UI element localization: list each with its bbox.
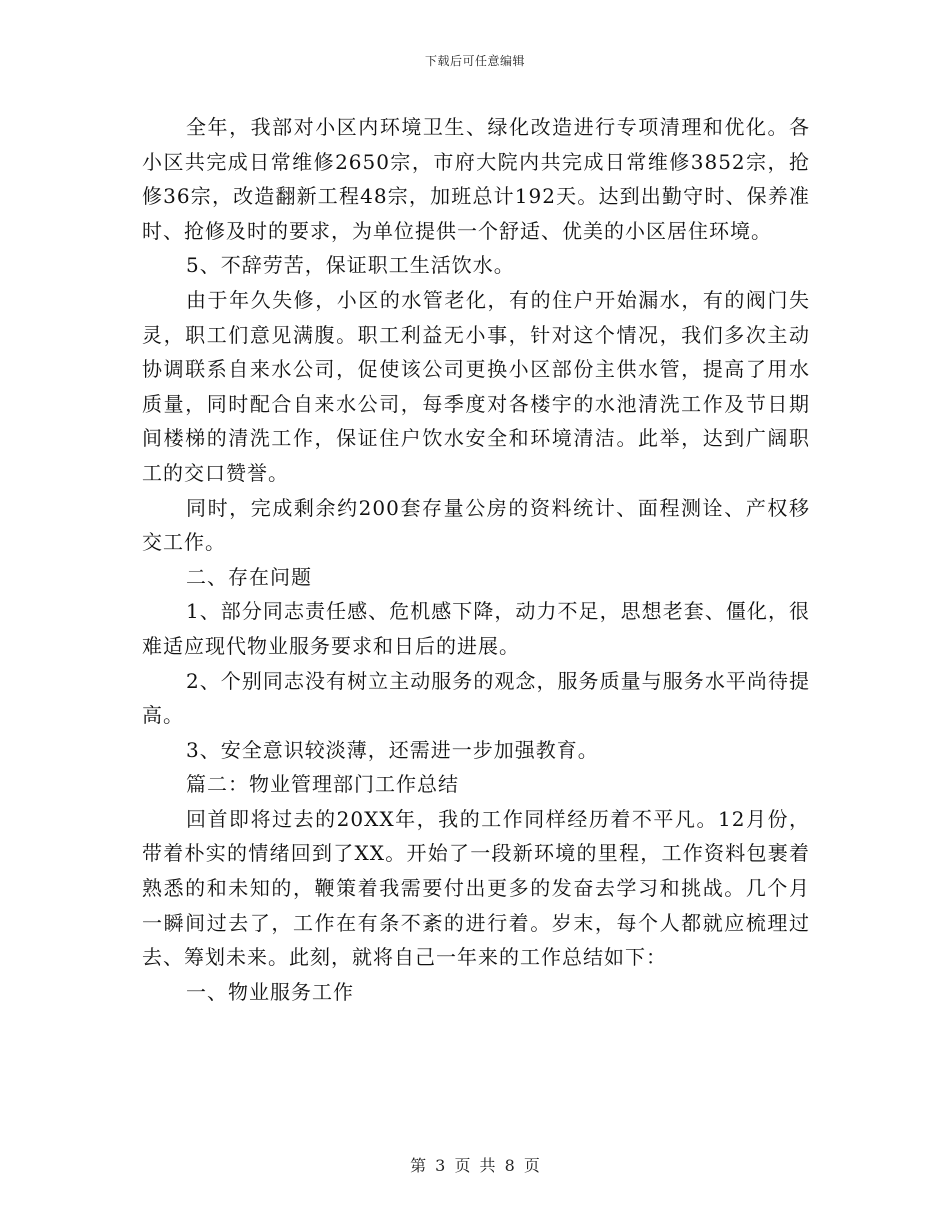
page-header: 下载后可任意编辑 — [424, 54, 525, 68]
paragraph-article-2-intro: 回首即将过去的20XX年，我的工作同样经历着不平凡。12月份，带着朴实的情绪回到了XX。开始了一段新环境的里程，工作资料包裹着熟悉的和未知的，鞭策着我需要付出更多的发奋去学习和挑战。几个月一瞬间过去了，工作在有条不紊的进行着。岁末，每个人都就应梳理过去、筹划未来。此刻，就将自己一年来的工作总结如下： — [142, 806, 810, 970]
page-number-footer: 第 3 页 共 8 页 — [410, 1156, 540, 1175]
article-2-title: 篇二：物业管理部门工作总结 — [186, 772, 459, 797]
paragraph-problem-3: 3、安全意识较淡薄，还需进一步加强教育。 — [186, 737, 599, 762]
paragraph-public-housing: 同时，完成剩余约200套存量公房的资料统计、面程测诠、产权移交工作。 — [142, 495, 810, 555]
paragraph-item-5-heading: 5、不辞劳苦，保证职工生活饮水。 — [186, 253, 515, 278]
paragraph-annual-maintenance: 全年，我部对小区内环境卫生、绿化改造进行专项清理和优化。各小区共完成日常维修2650宗，市府大院内共完成日常维修3852宗，抢修36宗，改造翻新工程48宗，加班总计192天。达到出勤守时、保养准时、抢修及时的要求，为单位提供一个舒适、优美的小区居住环境。 — [142, 115, 810, 243]
section-heading-problems: 二、存在问题 — [186, 564, 312, 589]
section-heading-property-service: 一、物业服务工作 — [186, 979, 354, 1004]
paragraph-problem-1: 1、部分同志责任感、危机感下降，动力不足，思想老套、僵化，很难适应现代物业服务要求和日后的进展。 — [142, 599, 810, 658]
document-body — [142, 110, 810, 1009]
paragraph-problem-2: 2、个别同志没有树立主动服务的观念，服务质量与服务水平尚待提高。 — [142, 668, 810, 728]
paragraph-water-pipes: 由于年久失修，小区的水管老化，有的住户开始漏水，有的阀门失灵，职工们意见满腹。职工利益无小事，针对这个情况，我们多次主动协调联系自来水公司，促使该公司更换小区部份主供水管，提高了用水质量，同时配合自来水公司，每季度对各楼宇的水池清洗工作及节日期间楼梯的清洗工作，保证住户饮水安全和环境清洁。此举，达到广阔职工的交口赞誉。 — [142, 287, 810, 485]
